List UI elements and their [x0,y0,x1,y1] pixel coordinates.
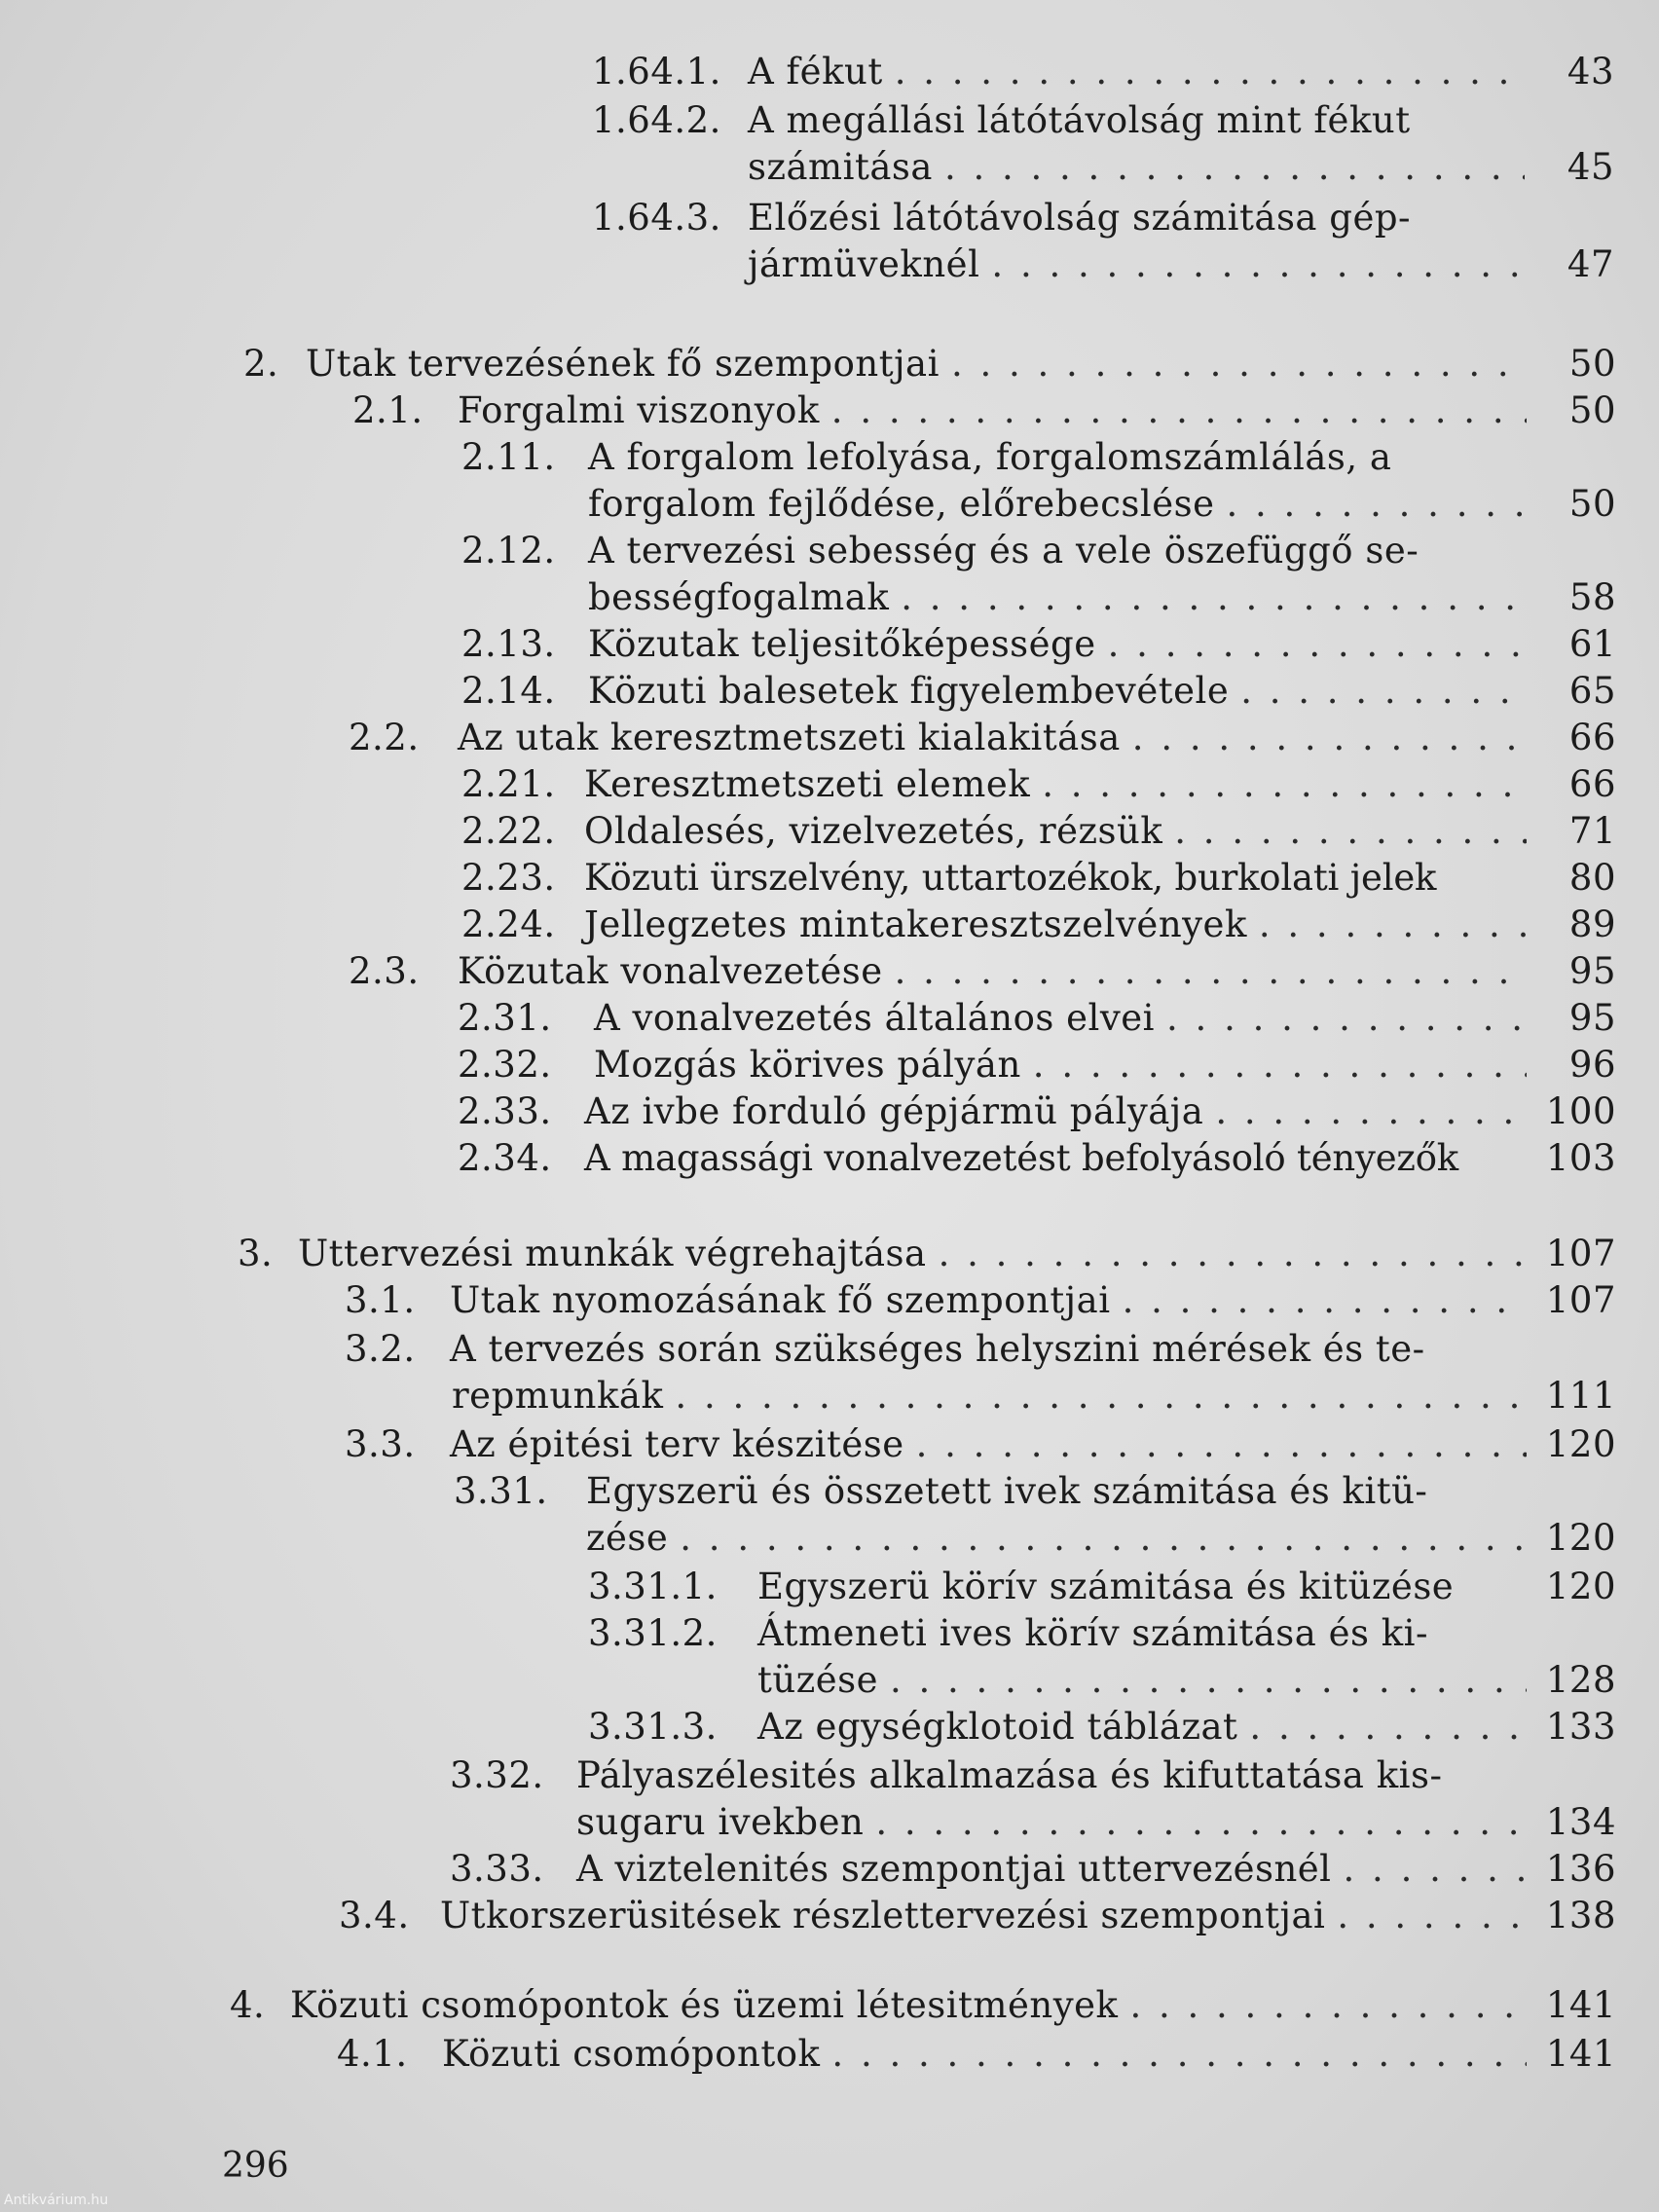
dot-leader [1227,481,1527,528]
entry-number: 3.33. [450,1848,544,1890]
dot-leader [890,1657,1527,1704]
dot-leader [901,574,1527,621]
entry-number: 3.2. [345,1328,416,1370]
entry-number: 3. [238,1233,274,1274]
entry-page: 141 [1545,1984,1616,2026]
toc-entry-continuation [586,1515,1616,1562]
toc-entry-continuation [748,241,1614,288]
entry-title: Közuti csomópontok és üzemi létesitmények [290,1984,1119,2026]
entry-page: 111 [1545,1375,1616,1417]
entry-title: A forgalom lefolyása, forgalomszámlálás, a [588,436,1392,478]
toc-entry [349,715,1616,761]
entry-title-continuation: bességfogalmak [588,576,890,618]
toc-entry [461,808,1616,855]
entry-page: 120 [1545,1517,1616,1559]
entry-title: Közuti ürszelvény, uttartozékok, burkolati jelek [584,857,1437,899]
dot-leader [939,1231,1527,1277]
dot-leader [875,1799,1527,1846]
entry-title-continuation: számitása [748,146,933,188]
entry-number: 2.31. [458,997,552,1039]
toc-entry [461,761,1616,808]
dot-leader [1042,761,1527,808]
page-number: 296 [222,2146,289,2186]
entry-number: 3.1. [345,1279,416,1321]
dot-leader [831,2031,1527,2078]
toc-entry [339,1893,1616,1939]
entry-title-continuation: jármüveknél [748,243,980,285]
entry-page: 66 [1568,717,1616,758]
toc-entry [458,1042,1616,1088]
toc-entry-continuation [588,481,1616,528]
toc-entry [588,1704,1616,1751]
toc-entry [349,948,1616,995]
toc-entry [345,1277,1616,1324]
toc-entry [238,1231,1616,1277]
entry-page: 120 [1545,1423,1616,1465]
entry-page: 50 [1568,343,1616,385]
entry-number: 4. [230,1984,266,2026]
entry-number: 2.34. [458,1137,552,1179]
dot-leader [831,387,1527,434]
dot-leader [895,948,1527,995]
entry-title: Pályaszélesités alkalmazása és kifuttatása kis- [576,1754,1443,1796]
entry-page: 107 [1545,1279,1616,1321]
entry-title: A tervezés során szükséges helyszini mérések és te- [450,1328,1425,1370]
entry-title: Közuti balesetek figyelembevétele [588,670,1230,712]
toc-entry [352,387,1616,434]
dot-leader [1108,621,1527,668]
entry-page: 141 [1545,2033,1616,2075]
dot-leader [1129,1982,1527,2029]
dot-leader [991,241,1525,288]
entry-number: 3.4. [339,1895,410,1936]
dot-leader [675,1373,1527,1419]
entry-page: 45 [1567,146,1614,188]
entry-number: 2.33. [458,1090,552,1132]
entry-title-continuation: tüzése [757,1659,878,1701]
entry-number: 2.14. [461,670,556,712]
entry-title: Átmeneti ives körív számitása és ki- [757,1612,1428,1654]
entry-page: 50 [1568,483,1616,525]
entry-number: 2.23. [461,857,556,899]
entry-number: 2.22. [461,810,556,852]
entry-page: 128 [1545,1659,1616,1701]
entry-title: Jellegzetes mintakeresztszelvények [584,903,1247,945]
toc-entry-continuation [757,1657,1616,1704]
entry-page: 95 [1568,950,1616,992]
toc-entry [588,1564,1616,1610]
toc-entry [458,1135,1616,1182]
dot-leader [1132,715,1527,761]
entry-title: Egyszerü és összetett ivek számitása és kitü- [586,1470,1428,1512]
toc-entry [450,1752,1616,1799]
toc-entry [461,855,1616,902]
entry-title: Utak tervezésének fő szempontjai [306,343,940,385]
toc-entry [592,49,1614,95]
entry-number: 3.31. [454,1470,548,1512]
entry-number: 2.13. [461,623,556,665]
entry-title: A tervezési sebesség és a vele öszefüggő se- [588,530,1419,571]
entry-page: 89 [1568,903,1616,945]
dot-leader [1249,1704,1527,1751]
toc-entry [461,902,1616,948]
dot-leader [1174,808,1527,855]
dot-leader [951,341,1527,387]
entry-page: 95 [1568,997,1616,1039]
entry-title: Mozgás körives pályán [594,1044,1021,1086]
toc-entry [461,621,1616,668]
entry-number: 2.3. [349,950,420,992]
dot-leader [916,1421,1527,1468]
toc-entry [454,1468,1616,1515]
entry-page: 71 [1568,810,1616,852]
entry-title: Közuti csomópontok [442,2033,821,2075]
toc-entry [461,668,1616,715]
dot-leader [1337,1893,1527,1939]
entry-number: 2.24. [461,903,556,945]
watermark: Antikvárium.hu [4,2193,109,2208]
toc-entry [592,195,1614,241]
entry-page: 100 [1545,1090,1616,1132]
toc-entry [458,1088,1616,1135]
entry-page: 107 [1545,1233,1616,1274]
entry-title: Utak nyomozásának fő szempontjai [450,1279,1111,1321]
entry-number: 2.11. [461,436,556,478]
dot-leader [1123,1277,1527,1324]
entry-number: 3.31.2. [588,1612,718,1654]
entry-number: 2. [243,343,279,385]
entry-title-continuation: sugaru ivekben [576,1801,865,1843]
dot-leader [1344,1846,1527,1893]
entry-number: 2.32. [458,1044,552,1086]
entry-number: 2.21. [461,763,556,805]
entry-page: 66 [1568,763,1616,805]
entry-page: 58 [1568,576,1616,618]
dot-leader [1215,1088,1527,1135]
entry-number: 2.2. [349,717,420,758]
dot-leader [944,144,1525,191]
entry-number: 3.3. [345,1423,416,1465]
entry-title: Közutak teljesitőképessége [588,623,1096,665]
entry-title: Forgalmi viszonyok [458,389,820,431]
entry-number: 1.64.3. [592,197,721,239]
entry-page: 43 [1567,51,1614,92]
entry-title: Oldalesés, vizelvezetés, rézsük [584,810,1163,852]
entry-title-continuation: zése [586,1517,669,1559]
entry-title: Az egységklotoid táblázat [757,1706,1238,1748]
entry-page: 120 [1545,1566,1616,1607]
entry-page: 138 [1545,1895,1616,1936]
entry-title-continuation: repmunkák [452,1375,664,1417]
entry-number: 3.32. [450,1754,544,1796]
toc-entry [592,97,1614,144]
entry-title: Utkorszerüsitések részlettervezési szempontjai [440,1895,1326,1936]
toc-entry [458,995,1616,1042]
entry-number: 4.1. [337,2033,408,2075]
dot-leader [1166,995,1527,1042]
entry-title-continuation: forgalom fejlődése, előrebecslése [588,483,1215,525]
toc-entry [345,1326,1616,1373]
entry-title: Uttervezési munkák végrehajtása [298,1233,927,1274]
toc-entry-continuation [576,1799,1616,1846]
toc-entry-continuation [748,144,1614,191]
entry-page: 133 [1545,1706,1616,1748]
entry-page: 61 [1568,623,1616,665]
entry-title: Közutak vonalvezetése [458,950,883,992]
toc-entry-continuation [452,1373,1616,1419]
entry-title: A vonalvezetés általános elvei [594,997,1156,1039]
entry-number: 1.64.1. [592,51,721,92]
entry-title: A magassági vonalvezetést befolyásoló tényezők [584,1137,1459,1179]
entry-title: A megállási látótávolság mint fékut [748,99,1411,141]
toc-entry [588,1610,1616,1657]
entry-page: 96 [1568,1044,1616,1086]
dot-leader [1259,902,1527,948]
entry-page: 65 [1568,670,1616,712]
entry-page: 103 [1545,1137,1616,1179]
toc-entry [345,1421,1616,1468]
entry-title: Az épitési terv készitése [450,1423,904,1465]
dot-leader [1240,668,1527,715]
toc-entry [230,1982,1616,2029]
toc-entry [337,2031,1616,2078]
dot-leader [1033,1042,1527,1088]
toc-entry [461,434,1616,481]
entry-title: Egyszerü körív számitása és kitüzése [757,1566,1455,1607]
entry-title: Előzési látótávolság számitása gép- [748,197,1412,239]
entry-title: A viztelenités szempontjai uttervezésnél [576,1848,1332,1890]
entry-page: 50 [1568,389,1616,431]
entry-number: 2.12. [461,530,556,571]
entry-number: 2.1. [352,389,424,431]
entry-page: 80 [1568,857,1616,899]
toc-entry [461,528,1616,574]
entry-title: Az ivbe forduló gépjármü pályája [584,1090,1204,1132]
toc-entry-continuation [588,574,1616,621]
entry-number: 3.31.1. [588,1566,718,1607]
entry-title: Az utak keresztmetszeti kialakitása [458,717,1121,758]
entry-title: A fékut [748,51,883,92]
entry-number: 3.31.3. [588,1706,718,1748]
entry-page: 47 [1567,243,1614,285]
dot-leader [895,49,1525,95]
entry-page: 136 [1545,1848,1616,1890]
entry-title: Keresztmetszeti elemek [584,763,1031,805]
toc-entry [450,1846,1616,1893]
entry-number: 1.64.2. [592,99,721,141]
dot-leader [680,1515,1527,1562]
entry-page: 134 [1545,1801,1616,1843]
toc-entry [243,341,1616,387]
